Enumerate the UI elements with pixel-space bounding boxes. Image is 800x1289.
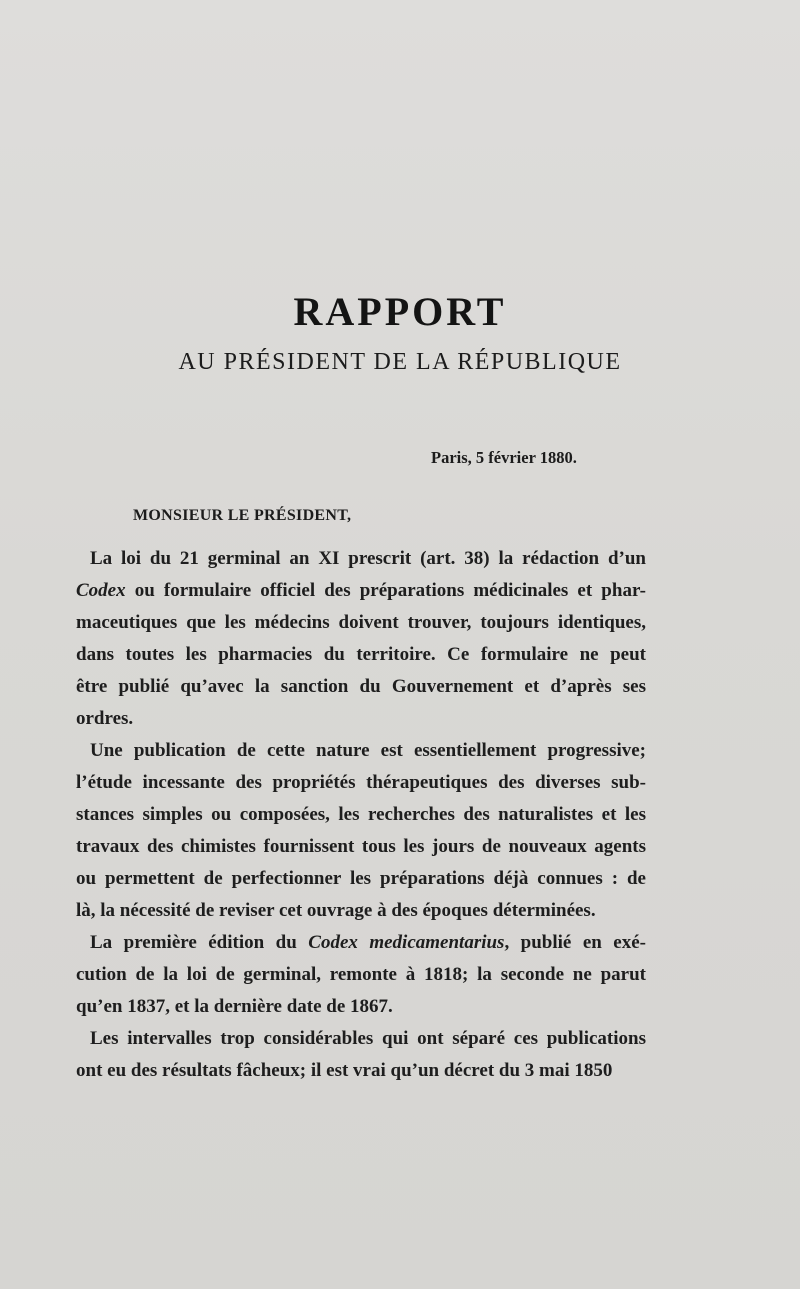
text-line: [76, 735, 646, 767]
text-line: [76, 639, 646, 671]
text-run: La première édition du: [90, 932, 309, 953]
text-run: cution de la loi de germinal, remonte à 1818; la seconde ne parut: [76, 964, 646, 985]
italic-text: Codex: [76, 580, 126, 601]
text-line: [76, 991, 646, 1023]
text-run: Les intervalles trop considérables qui ont séparé ces publications: [90, 1028, 646, 1049]
text-line: [76, 703, 646, 735]
dateline: Paris, 5 février 1880.: [431, 448, 577, 467]
text-run: stances simples ou composées, les recherches des naturalistes et les: [76, 804, 646, 825]
text-line: [76, 1055, 646, 1087]
text-run: La loi du 21 germinal an XI prescrit (art. 38) la rédaction d’un: [90, 548, 646, 569]
text-line: [76, 799, 646, 831]
text-line: [76, 575, 646, 607]
body-text: [76, 543, 646, 1087]
salutation: MONSIEUR LE PRÉSIDENT,: [133, 507, 352, 524]
text-run: ont eu des résultats fâcheux; il est vrai qu’un décret du 3 mai 1850: [76, 1060, 613, 1081]
text-line: [76, 959, 646, 991]
text-line: [76, 895, 646, 927]
text-run: travaux des chimistes fournissent tous les jours de nouveaux agents: [76, 836, 646, 857]
text-line: [76, 927, 646, 959]
text-line: [76, 1023, 646, 1055]
text-run: qu’en 1837, et la dernière date de 1867.: [76, 996, 393, 1017]
text-line: [76, 671, 646, 703]
text-run: ordres.: [76, 708, 134, 729]
text-line: [76, 607, 646, 639]
text-run: dans toutes les pharmacies du territoire. Ce formulaire ne peut: [76, 644, 646, 665]
text-run: là, la nécessité de reviser cet ouvrage à des époques déterminées.: [76, 900, 596, 921]
body-paragraph: [76, 543, 646, 735]
text-run: maceutiques que les médecins doivent trouver, toujours identiques,: [76, 612, 646, 633]
text-run: Une publication de cette nature est essentiellement progressive;: [90, 740, 646, 761]
text-line: [76, 543, 646, 575]
italic-text: Codex medicamentarius: [308, 932, 505, 953]
text-run: ou permettent de perfectionner les préparations déjà connues : de: [76, 868, 646, 889]
text-line: [76, 767, 646, 799]
report-title: RAPPORT: [293, 289, 507, 334]
report-subtitle: AU PRÉSIDENT DE LA RÉPUBLIQUE: [178, 349, 622, 375]
text-line: [76, 863, 646, 895]
text-run: , publié en exé-: [504, 932, 646, 953]
text-line: [76, 831, 646, 863]
text-run: l’étude incessante des propriétés thérapeutiques des diverses sub-: [76, 772, 646, 793]
body-paragraph: [76, 1023, 646, 1087]
text-run: ou formulaire officiel des préparations médicinales et phar-: [125, 580, 646, 601]
body-paragraph: [76, 927, 646, 1023]
text-run: être publié qu’avec la sanction du Gouvernement et d’après ses: [76, 676, 646, 697]
body-paragraph: [76, 735, 646, 927]
